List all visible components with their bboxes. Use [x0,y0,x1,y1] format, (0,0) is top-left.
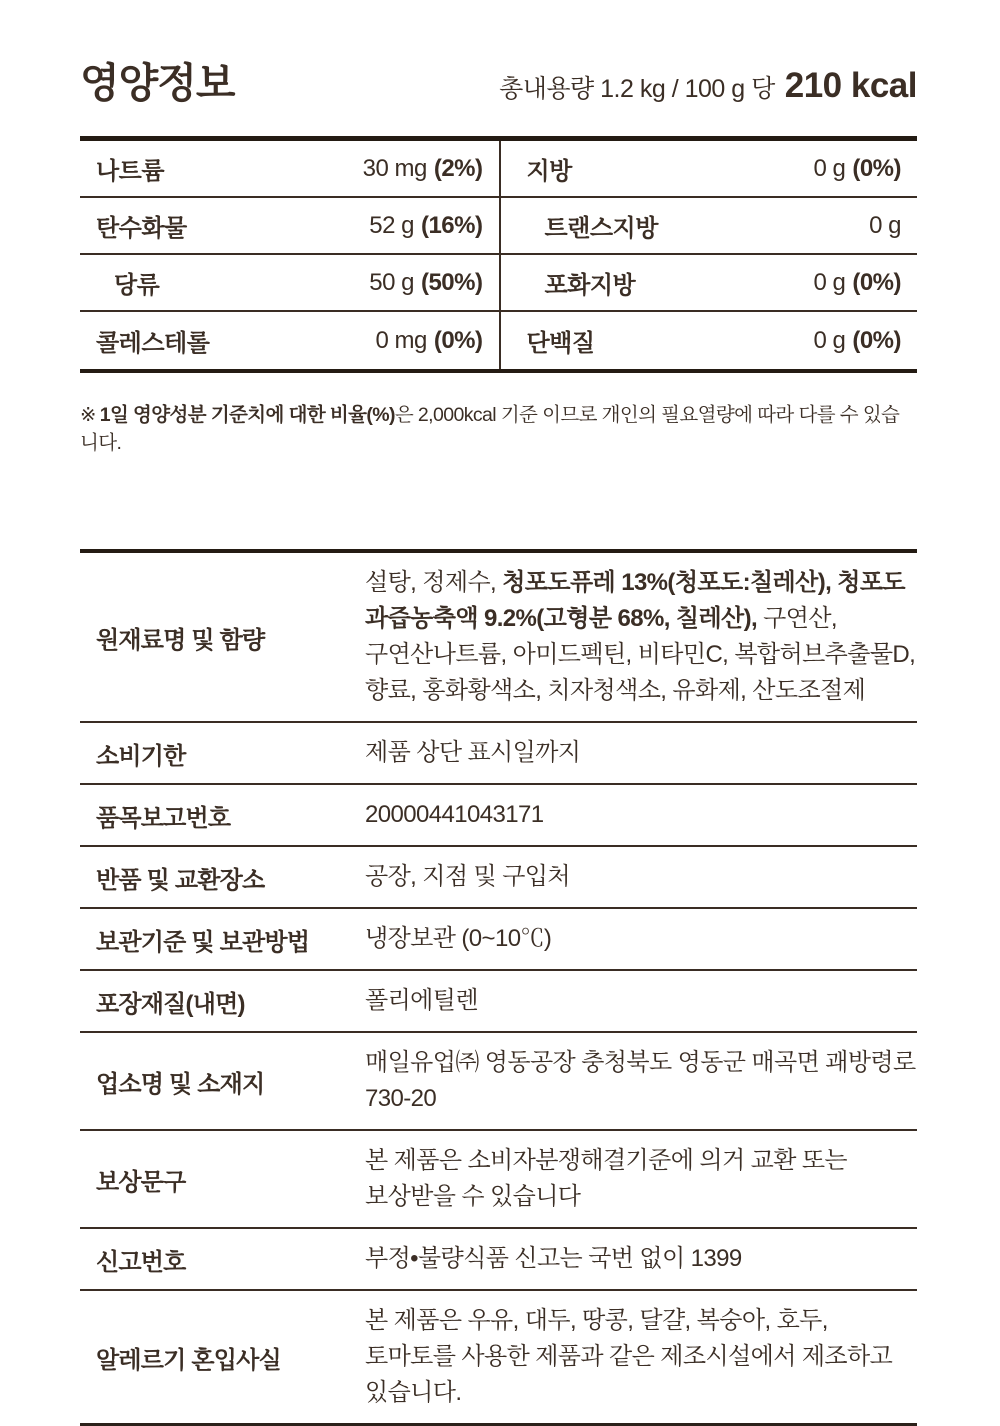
nutrient-value: 0 g (0%) [813,154,901,182]
nutrition-facts-table [80,136,917,373]
serving-info [499,66,917,106]
nutrient-value: 52 g (16%) [369,211,483,239]
detail-label: 업소명 및 소재지 [96,1070,265,1098]
detail-value: 폴리에틸렌 [365,987,478,1014]
nutrient-name: 콜레스테롤 [96,330,210,357]
detail-value: 20000441043171 [365,801,544,828]
detail-value: 본 제품은 소비자분쟁해결기준에 의거 교환 또는 보상받을 수 있습니다 [365,1147,848,1210]
detail-row-report-hotline [80,1229,917,1291]
detail-row-ingredients [80,553,917,723]
nutrient-value: 0 g (0%) [813,326,901,354]
detail-value: 공장, 지점 및 구입처 [365,863,570,890]
page-title: 영양정보 [80,60,235,106]
nutrient-value: 0 g [869,211,901,239]
detail-value: 냉장보관 (0~10℃) [365,925,552,952]
detail-label: 원재료명 및 함량 [96,626,265,654]
daily-value-footnote [80,399,917,455]
detail-row-expiration [80,723,917,785]
detail-row-allergen [80,1291,917,1423]
nutrition-row-carbohydrate [80,198,499,255]
nutrient-value: 0 mg (0%) [375,326,483,354]
detail-label: 소비기한 [96,742,186,770]
nutrition-row-fat [499,141,918,198]
nutrient-name: 탄수화물 [96,215,187,242]
detail-label: 보상문구 [96,1168,186,1196]
detail-row-packaging [80,971,917,1033]
nutrition-row-sodium [80,141,499,198]
nutrient-value: 50 g (50%) [369,268,483,296]
detail-value: 부정•불량식품 신고는 국번 없이 1399 [365,1245,742,1272]
nutrient-name: 지방 [526,158,572,185]
detail-row-return-exchange [80,847,917,909]
footnote-rest-text: 은 2,000kcal 기준 이므로 개인의 필요열량에 따라 다를 수 있습니다. [80,404,900,454]
footnote-bold-text: 1일 영양성분 기준치에 대한 비율(%) [99,404,395,426]
nutrition-row-trans-fat [499,198,918,255]
detail-label: 보관기준 및 보관방법 [96,928,310,956]
nutrition-row-protein [499,312,918,369]
nutrient-name: 나트륨 [96,158,165,185]
calories-value: 210 kcal [784,66,917,105]
nutrient-value: 30 mg (2%) [362,154,483,182]
reference-mark: ※ [80,404,96,426]
label-header [80,50,917,109]
nutrient-name: 당류 [114,272,160,299]
nutrition-row-saturated-fat [499,255,918,312]
nutrition-row-sugars [80,255,499,312]
detail-row-report-number [80,785,917,847]
detail-value: 본 제품은 우유, 대두, 땅콩, 달걀, 복숭아, 호두, 토마토를 사용한 제품과 같은 제조시설에서 제조하고 있습니다. [365,1307,893,1406]
detail-value: 매일유업㈜ 영동공장 충청북도 영동군 매곡면 괘방령로 730-20 [365,1049,916,1112]
detail-row-manufacturer [80,1033,917,1131]
detail-label: 품목보고번호 [96,804,231,832]
total-content-text: 총내용량 1.2 kg / 100 g 당 [499,75,775,103]
nutrient-name: 단백질 [526,330,595,357]
nutrient-name: 트랜스지방 [544,215,658,242]
detail-label: 신고번호 [96,1248,186,1276]
detail-label: 알레르기 혼입사실 [96,1346,281,1374]
nutrient-value: 0 g (0%) [813,268,901,296]
product-details-table [80,549,917,1426]
nutrient-name: 포화지방 [544,272,636,299]
detail-value: 설탕, 정제수, 청포도퓨레 13%(청포도:칠레산), 청포도 과즙농축액 9.2%(고형분 68%, 칠레산), 구연산, 구연산나트륨, 아미드펙틴, 비타민C, 복합허브추출물D, 향료, 홍화황색소, 치자청색소, 유화제, 산도조절제 [365,569,916,704]
detail-label: 포장재질(내면) [96,990,245,1018]
detail-row-compensation [80,1131,917,1229]
detail-row-storage [80,909,917,971]
nutrition-row-cholesterol [80,312,499,369]
detail-label: 반품 및 교환장소 [96,866,265,894]
detail-value: 제품 상단 표시일까지 [365,739,581,766]
